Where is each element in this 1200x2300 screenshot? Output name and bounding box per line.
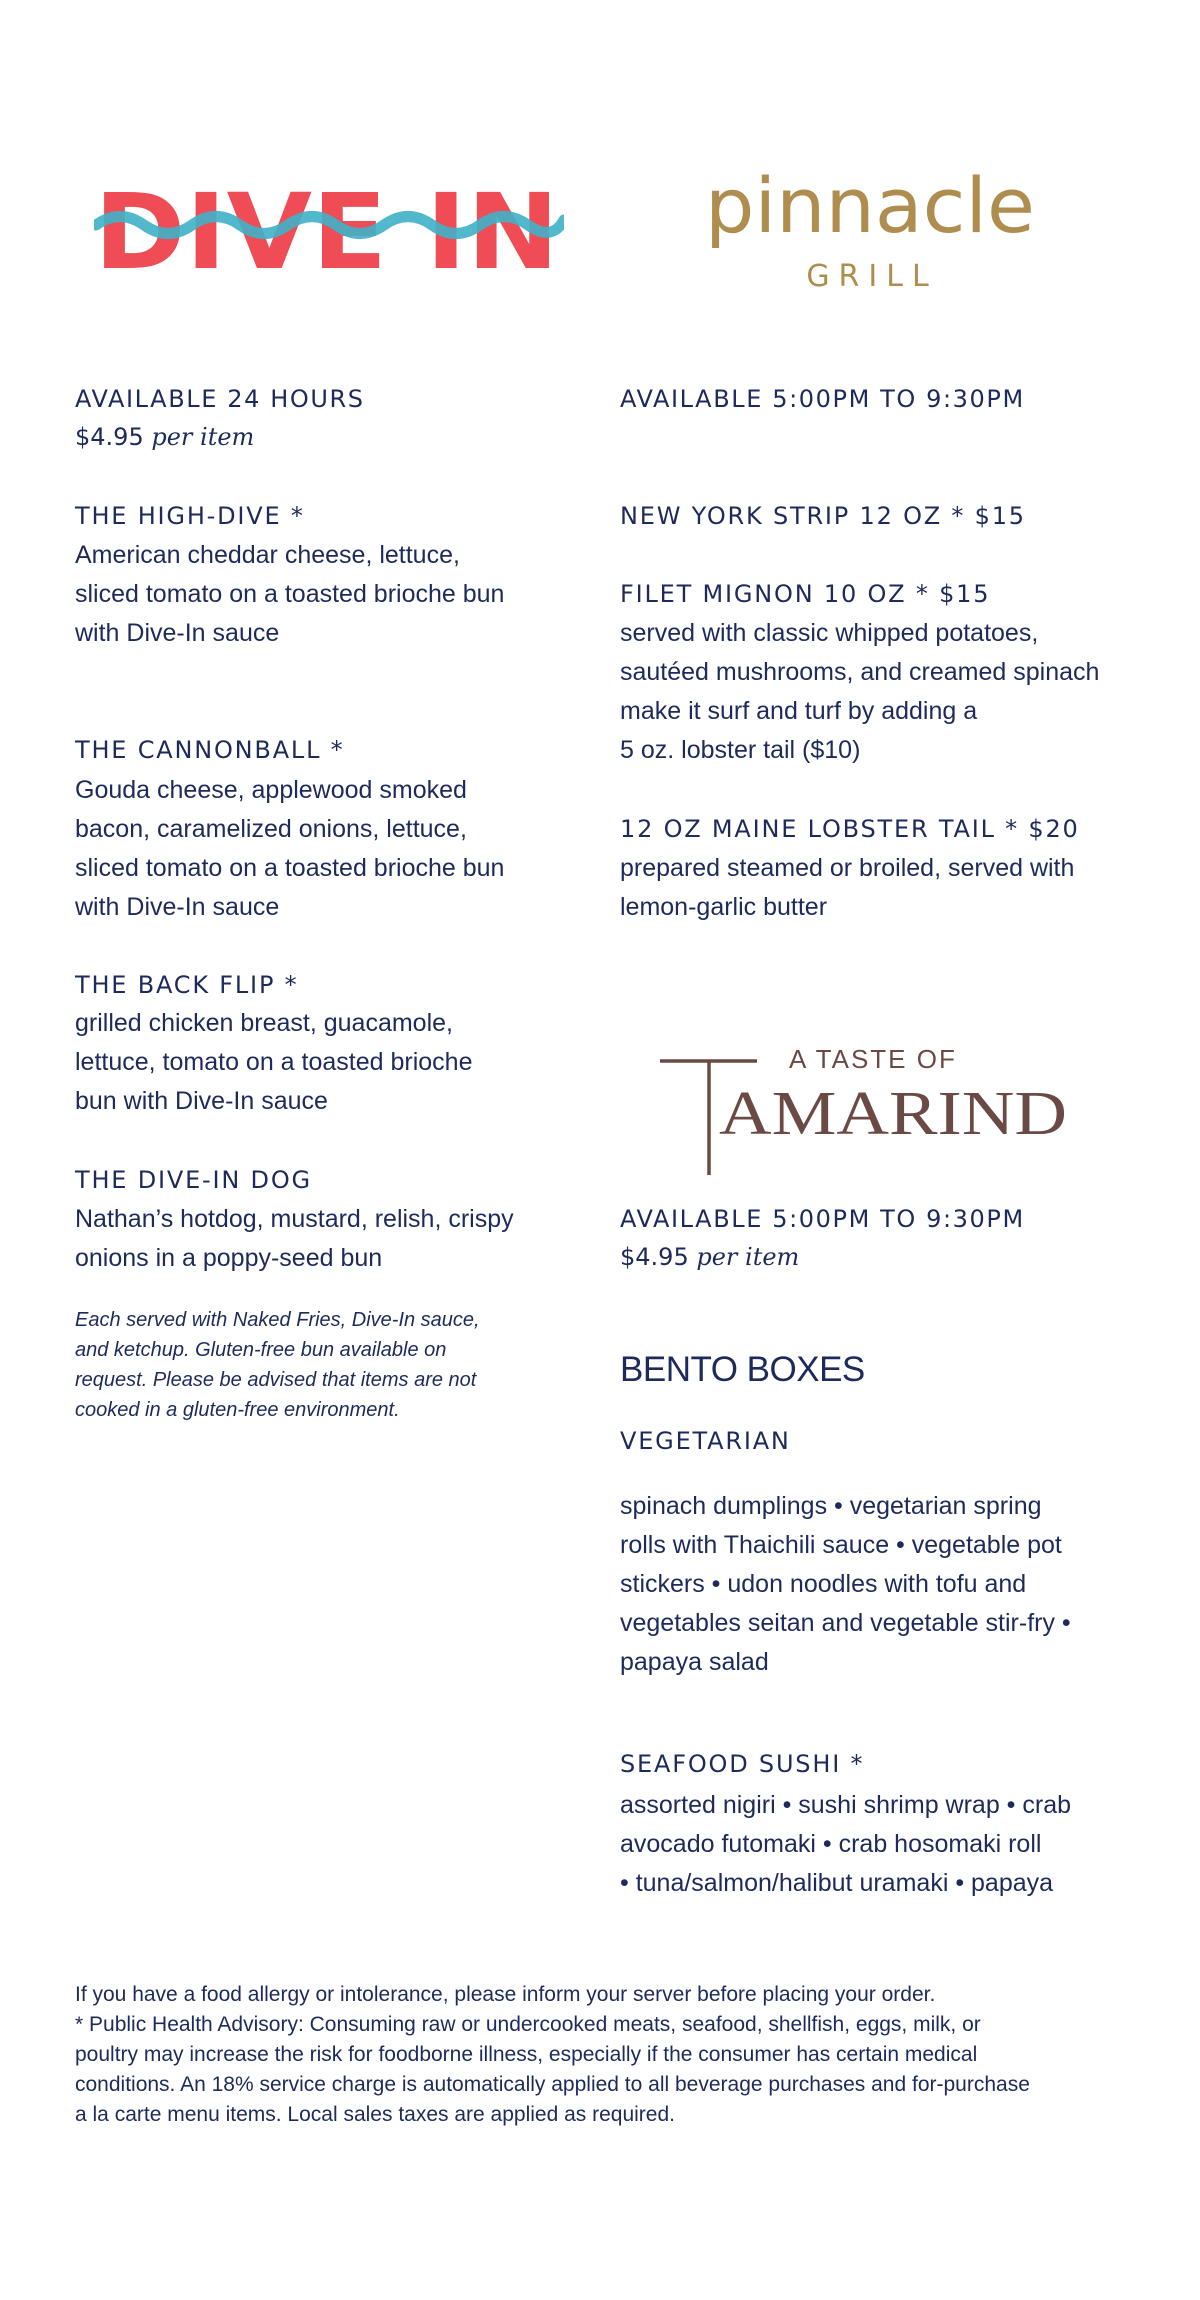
desc-line: onions in a poppy-seed bun	[75, 1244, 383, 1272]
dive-in-logo-text: DIVE IN	[94, 180, 559, 280]
desc-line: vegetables seitan and vegetable stir-fry •	[620, 1609, 1071, 1637]
note-line: request. Please be advised that items are not	[75, 1369, 477, 1391]
menu-item-title-ny-strip: NEW YORK STRIP 12 OZ * $15	[620, 502, 1026, 530]
pinnacle-availability: AVAILABLE 5:00PM TO 9:30PM	[620, 385, 1025, 413]
pinnacle-logo-sub: GRILL	[806, 259, 938, 294]
desc-line: • tuna/salmon/halibut uramaki • papaya	[620, 1869, 1054, 1897]
footer-advisory	[75, 1980, 1135, 2130]
menu-item-title-seafood-sushi: SEAFOOD SUSHI *	[620, 1750, 865, 1778]
menu-item-desc-vegetarian	[620, 1487, 1071, 1682]
tamarind-logo-main: AMARIND	[719, 1080, 1067, 1148]
menu-item-title-back-flip: THE BACK FLIP *	[75, 971, 299, 999]
menu-item-desc-back-flip	[75, 1004, 472, 1121]
desc-line: avocado futomaki • crab hosomaki roll	[620, 1830, 1042, 1858]
note-line: and ketchup. Gluten-free bun available on	[75, 1339, 447, 1361]
desc-line: Gouda cheese, applewood smoked	[75, 776, 467, 804]
desc-line: served with classic whipped potatoes,	[620, 619, 1039, 647]
desc-line: sautéed mushrooms, and creamed spinach	[620, 658, 1100, 686]
menu-item-desc-dive-in-dog	[75, 1200, 514, 1278]
dive-in-price-suffix: per item	[151, 423, 255, 451]
dive-in-price	[75, 423, 254, 451]
desc-line: rolls with Thaichili sauce • vegetable pot	[620, 1531, 1062, 1559]
menu-item-title-high-dive: THE HIGH-DIVE *	[75, 502, 305, 530]
menu-item-desc-high-dive	[75, 536, 504, 653]
menu-item-desc-seafood-sushi	[620, 1786, 1071, 1903]
desc-line: prepared steamed or broiled, served with	[620, 854, 1075, 882]
tamarind-availability: AVAILABLE 5:00PM TO 9:30PM	[620, 1205, 1025, 1233]
advisory-line: * Public Health Advisory: Consuming raw or undercooked meats, seafood, shellfish, eggs, milk, or	[75, 2013, 981, 2036]
menu-item-desc-filet-mignon	[620, 614, 1099, 770]
menu-item-title-dive-in-dog: THE DIVE-IN DOG	[75, 1166, 312, 1194]
desc-line: sliced tomato on a toasted brioche bun	[75, 854, 505, 882]
menu-item-title-vegetarian: VEGETARIAN	[620, 1427, 791, 1455]
dive-in-note	[75, 1305, 480, 1425]
desc-line: with Dive-In sauce	[75, 619, 280, 647]
desc-line: Nathan’s hotdog, mustard, relish, crispy	[75, 1205, 514, 1233]
menu-item-title-lobster-tail: 12 OZ MAINE LOBSTER TAIL * $20	[620, 815, 1080, 843]
allergy-notice: If you have a food allergy or intolerance, please inform your server before placing your order.	[75, 1983, 936, 2006]
desc-line: assorted nigiri • sushi shrimp wrap • crab	[620, 1791, 1072, 1819]
desc-line: bun with Dive-In sauce	[75, 1087, 328, 1115]
desc-line: lettuce, tomato on a toasted brioche	[75, 1048, 473, 1076]
dive-in-logo	[94, 180, 564, 280]
dive-in-availability: AVAILABLE 24 HOURS	[75, 385, 365, 413]
desc-line: with Dive-In sauce	[75, 893, 280, 921]
desc-line: American cheddar cheese, lettuce,	[75, 541, 460, 569]
note-line: cooked in a gluten-free environment.	[75, 1399, 400, 1421]
desc-line: stickers • udon noodles with tofu and	[620, 1570, 1027, 1598]
tamarind-price-suffix: per item	[696, 1243, 800, 1271]
note-line: Each served with Naked Fries, Dive-In sauce,	[75, 1309, 480, 1331]
desc-line: lemon-garlic butter	[620, 893, 828, 921]
menu-item-title-filet-mignon: FILET MIGNON 10 OZ * $15	[620, 580, 991, 608]
pinnacle-grill-logo	[700, 160, 1040, 300]
pinnacle-logo-main: pinnacle	[705, 161, 1035, 250]
desc-line: papaya salad	[620, 1648, 769, 1676]
menu-item-desc-lobster-tail	[620, 849, 1074, 927]
taste-of-tamarind-logo	[655, 1040, 1075, 1180]
desc-line: 5 oz. lobster tail ($10)	[620, 736, 861, 764]
desc-line: sliced tomato on a toasted brioche bun	[75, 580, 505, 608]
tamarind-logo-top: A TASTE OF	[789, 1044, 957, 1074]
tamarind-price	[620, 1243, 799, 1271]
desc-line: spinach dumplings • vegetarian spring	[620, 1492, 1042, 1520]
tamarind-price-value: $4.95	[620, 1243, 689, 1271]
menu-item-desc-cannonball	[75, 771, 504, 927]
desc-line: grilled chicken breast, guacamole,	[75, 1009, 453, 1037]
desc-line: bacon, caramelized onions, lettuce,	[75, 815, 467, 843]
bento-boxes-heading: BENTO BOXES	[620, 1350, 865, 1389]
dive-in-price-value: $4.95	[75, 423, 144, 451]
advisory-line: poultry may increase the risk for foodborne illness, especially if the consumer has certain medical	[75, 2043, 978, 2066]
advisory-line: a la carte menu items. Local sales taxes are applied as required.	[75, 2103, 675, 2126]
advisory-line: conditions. An 18% service charge is automatically applied to all beverage purchases and for-purchase	[75, 2073, 1030, 2096]
menu-item-title-cannonball: THE CANNONBALL *	[75, 736, 345, 764]
desc-line: make it surf and turf by adding a	[620, 697, 978, 725]
